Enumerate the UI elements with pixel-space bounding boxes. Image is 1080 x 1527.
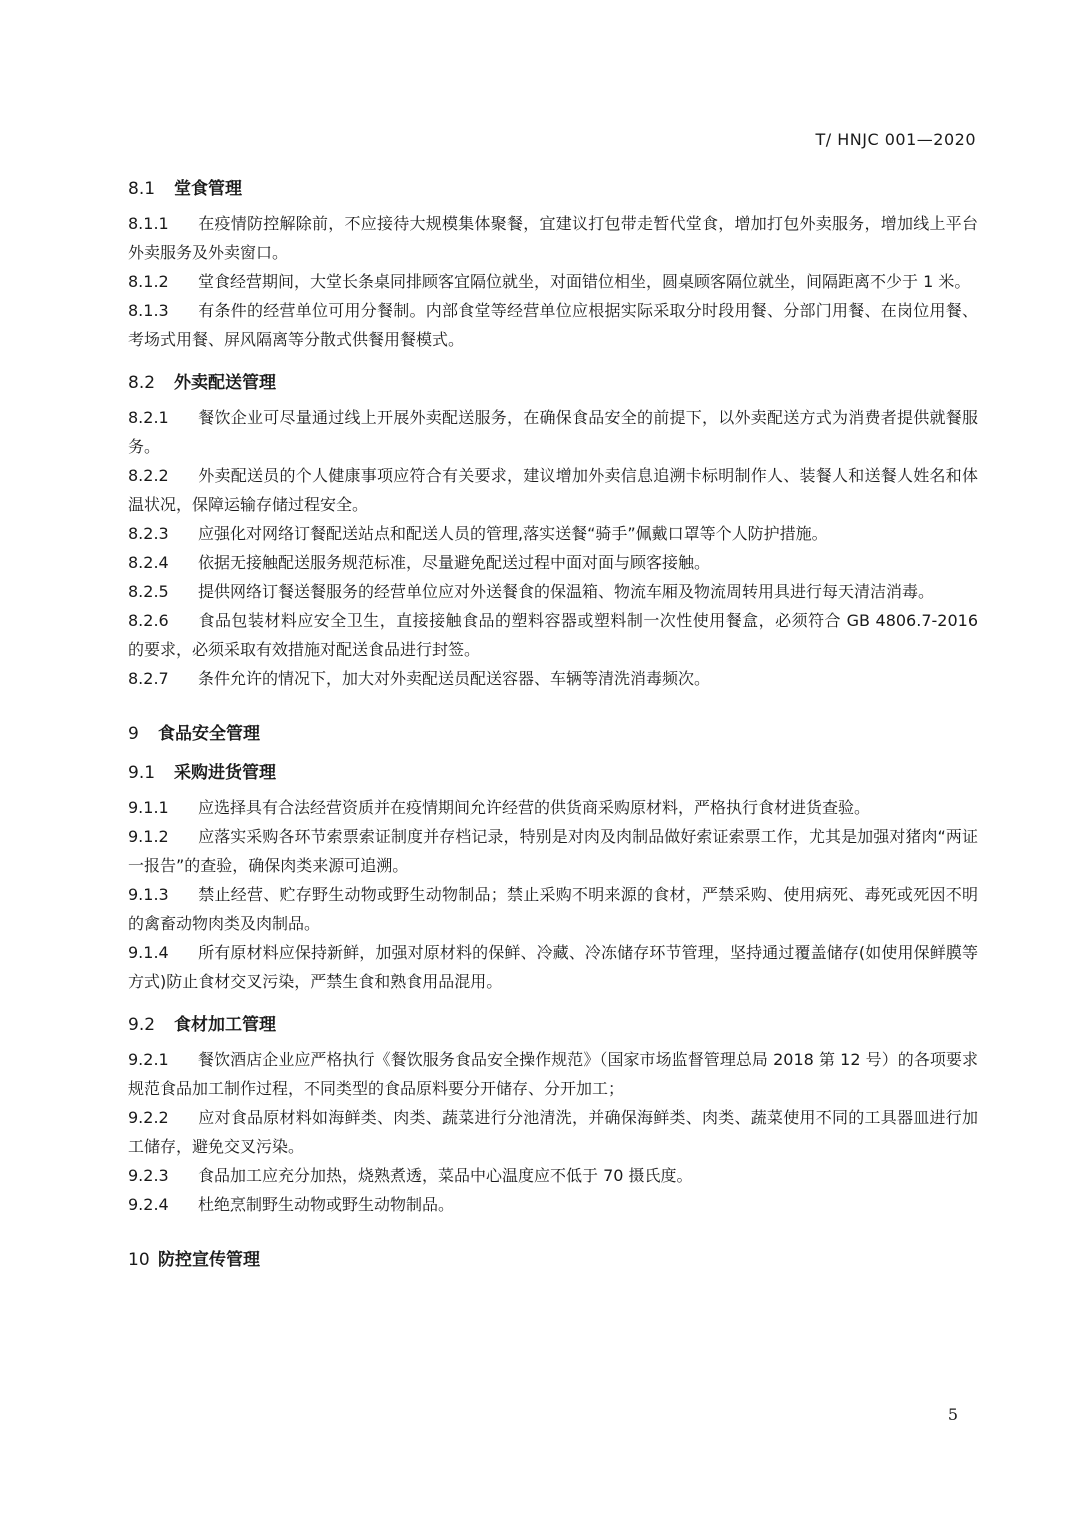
clause (128, 548, 978, 577)
section-number: 8.2 (128, 373, 156, 393)
section-number: 9.1 (128, 763, 156, 783)
section-heading (128, 174, 978, 199)
clause-text: 餐饮企业可尽量通过线上开展外卖配送服务，在确保食品安全的前提下，以外卖配送方式为消费者提供就餐服务。 (128, 408, 978, 456)
clause (128, 267, 978, 296)
clause-text: 外卖配送员的个人健康事项应符合有关要求，建议增加外卖信息追溯卡标明制作人、装餐人和送餐人姓名和体温状况，保障运输存储过程安全。 (128, 466, 978, 514)
clause-text: 条件允许的情况下，加大对外卖配送员配送容器、车辆等清洗消毒频次。 (198, 669, 711, 688)
clause (128, 1190, 978, 1219)
clause-number: 9.1.4 (128, 943, 169, 962)
clause-text: 杜绝烹制野生动物或野生动物制品。 (198, 1195, 455, 1214)
section-spacer (128, 744, 978, 758)
clause-text: 有条件的经营单位可用分餐制。内部食堂等经营单位应根据实际采取分时段用餐、分部门用餐、在岗位用餐、考场式用餐、屏风隔离等分散式供餐用餐模式。 (128, 301, 978, 349)
clause (128, 664, 978, 693)
clause-number: 8.2.6 (128, 611, 169, 630)
clause-text: 堂食经营期间，大堂长条桌同排顾客宜隔位就坐，对面错位相坐，圆桌顾客隔位就坐，间隔距离不少于 1 米。 (198, 272, 971, 291)
clause (128, 1161, 978, 1190)
clause-text: 应选择具有合法经营资质并在疫情期间允许经营的供货商采购原材料，严格执行食材进货查验。 (198, 798, 871, 817)
clause-text: 食品包装材料应安全卫生，直接接触食品的塑料容器或塑料制一次性使用餐盒，必须符合 GB 4806.7-2016 的要求，必须采取有效措施对配送食品进行封签。 (128, 611, 978, 659)
section-spacer (128, 693, 978, 719)
section-title: 防控宣传管理 (158, 1250, 260, 1270)
clause-number: 8.2.1 (128, 408, 169, 427)
clause (128, 938, 978, 996)
clause-number: 9.1.2 (128, 827, 169, 846)
section-number: 10 (128, 1250, 150, 1270)
clause-text: 餐饮酒店企业应严格执行《餐饮服务食品安全操作规范》（国家市场监督管理总局 2018 第 12 号）的各项要求规范食品加工制作过程，不同类型的食品原料要分开储存、分开加工； (128, 1050, 978, 1098)
clause-number: 8.2.4 (128, 553, 169, 572)
clause-text: 依据无接触配送服务规范标准，尽量避免配送过程中面对面与顾客接触。 (198, 553, 711, 572)
clause-text: 提供网络订餐送餐服务的经营单位应对外送餐食的保温箱、物流车厢及物流周转用具进行每天清洁消毒。 (198, 582, 935, 601)
clause-number: 8.2.3 (128, 524, 169, 543)
document-body (128, 174, 978, 1270)
section-number: 9 (128, 724, 139, 744)
clause-number: 9.1.1 (128, 798, 169, 817)
clause-text: 应落实采购各环节索票索证制度并存档记录，特别是对肉及肉制品做好索证索票工作，尤其是加强对猪肉“两证一报告”的查验，确保肉类来源可追溯。 (128, 827, 978, 875)
clause-number: 9.2.2 (128, 1108, 169, 1127)
heading-spacer (128, 1035, 978, 1045)
clause (128, 403, 978, 461)
section-heading (128, 1010, 978, 1035)
clause-text: 食品加工应充分加热，烧熟煮透，菜品中心温度应不低于 70 摄氏度。 (198, 1166, 693, 1185)
section-title: 堂食管理 (174, 179, 242, 199)
page-number: 5 (947, 1405, 958, 1424)
clause (128, 577, 978, 606)
clause (128, 880, 978, 938)
heading-spacer (128, 199, 978, 209)
section-spacer (128, 996, 978, 1010)
clause (128, 822, 978, 880)
clause-number: 9.2.1 (128, 1050, 169, 1069)
section-heading (128, 719, 978, 744)
section-title: 食材加工管理 (174, 1015, 276, 1035)
clause-number: 8.1.1 (128, 214, 169, 233)
section-title: 外卖配送管理 (174, 373, 276, 393)
clause-number: 8.2.7 (128, 669, 169, 688)
clause (128, 1045, 978, 1103)
clause-number: 8.1.3 (128, 301, 169, 320)
clause-text: 所有原材料应保持新鲜，加强对原材料的保鲜、冷藏、冷冻储存环节管理，坚持通过覆盖储存(如使用保鲜膜等方式)防止食材交叉污染，严禁生食和熟食用品混用。 (128, 943, 978, 991)
clause (128, 519, 978, 548)
document-code: T/ HNJC 001—2020 (815, 130, 976, 149)
clause (128, 296, 978, 354)
section-number: 9.2 (128, 1015, 156, 1035)
section-title: 采购进货管理 (174, 763, 276, 783)
clause (128, 209, 978, 267)
section-spacer (128, 354, 978, 368)
section-title: 食品安全管理 (158, 724, 260, 744)
section-spacer (128, 1219, 978, 1245)
heading-spacer (128, 393, 978, 403)
clause-number: 9.1.3 (128, 885, 169, 904)
clause-text: 禁止经营、贮存野生动物或野生动物制品；禁止采购不明来源的食材，严禁采购、使用病死、毒死或死因不明的禽畜动物肉类及肉制品。 (128, 885, 978, 933)
clause (128, 793, 978, 822)
heading-spacer (128, 783, 978, 793)
clause-number: 9.2.4 (128, 1195, 169, 1214)
section-number: 8.1 (128, 179, 156, 199)
clause-text: 应对食品原材料如海鲜类、肉类、蔬菜进行分池清洗，并确保海鲜类、肉类、蔬菜使用不同的工具器皿进行加工储存，避免交叉污染。 (128, 1108, 978, 1156)
clause-text: 在疫情防控解除前，不应接待大规模集体聚餐，宜建议打包带走暂代堂食，增加打包外卖服务，增加线上平台外卖服务及外卖窗口。 (128, 214, 978, 262)
section-heading (128, 758, 978, 783)
clause (128, 461, 978, 519)
clause-number: 8.1.2 (128, 272, 169, 291)
clause-number: 8.2.5 (128, 582, 169, 601)
clause-number: 8.2.2 (128, 466, 169, 485)
clause-text: 应强化对网络订餐配送站点和配送人员的管理,落实送餐“骑手”佩戴口罩等个人防护措施。 (198, 524, 828, 543)
clause-number: 9.2.3 (128, 1166, 169, 1185)
clause (128, 606, 978, 664)
section-heading (128, 1245, 978, 1270)
section-heading (128, 368, 978, 393)
clause (128, 1103, 978, 1161)
